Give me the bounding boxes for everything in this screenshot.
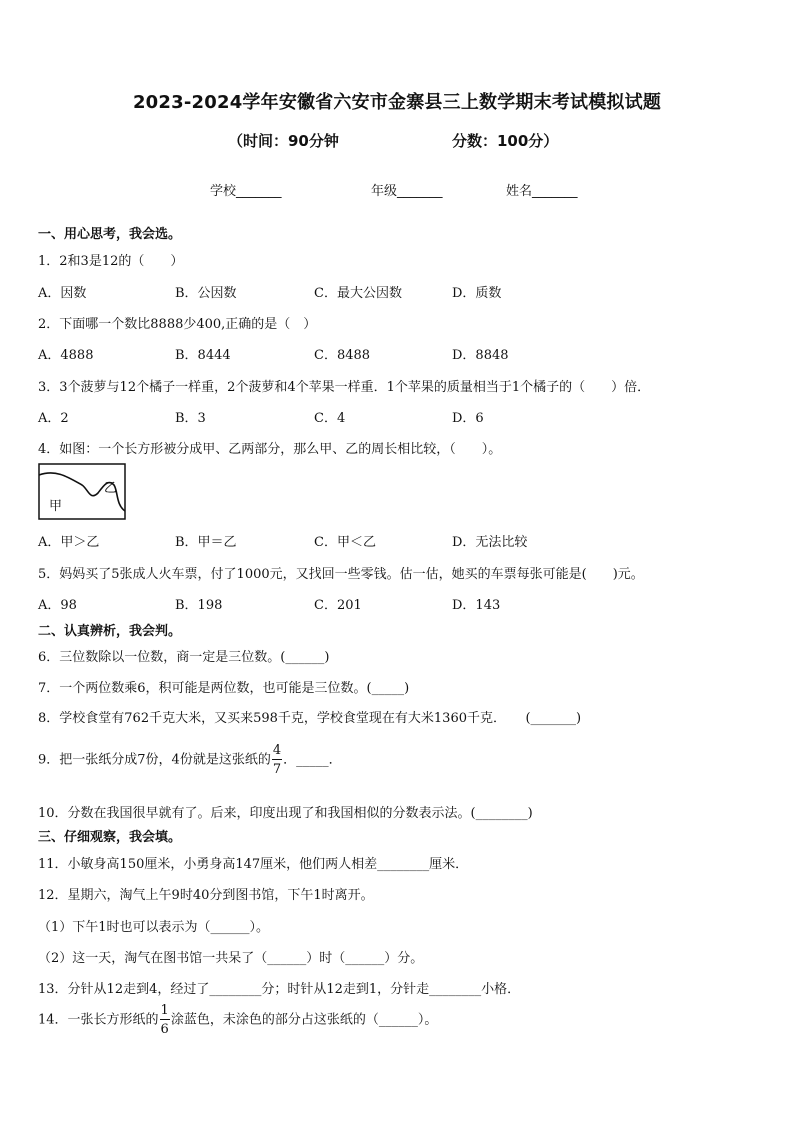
question-9-blank: ．_____． (283, 752, 342, 768)
fraction (160, 1004, 170, 1036)
option-b: B．公因数 (175, 286, 237, 301)
question-2: 2．下面哪一个数比8888少400,正确的是（ ） (38, 317, 317, 332)
question-8: 8．学校食堂有762千克大米，又买来598千克，学校食堂现在有大米1360千克． (_______) (38, 711, 582, 726)
question-14 (38, 1004, 437, 1036)
option-b: B．8444 (175, 348, 231, 363)
option-c: C．4 (314, 411, 346, 426)
option-c: C．甲＜乙 (314, 535, 376, 550)
question-9 (38, 744, 342, 776)
fraction-denominator: 6 (160, 1022, 169, 1037)
question-14-rest: 涂蓝色，未涂色的部分占这张纸的（______）。 (170, 1012, 438, 1028)
option-d: D．无法比较 (452, 535, 528, 550)
question-12-part-2: （2）这一天，淘气在图书馆一共呆了（______）时（______）分。 (38, 951, 424, 966)
fraction-numerator: 1 (160, 1003, 169, 1018)
option-c: C．最大公因数 (314, 286, 402, 301)
page-title: 2023-2024学年安徽省六安市金寨县三上数学期末考试模拟试题 (132, 92, 662, 113)
question-12: 12．星期六，淘气上午9时40分到图书馆，下午1时离开。 (38, 888, 374, 903)
question-7: 7．一个两位数乘6，积可能是两位数，也可能是三位数。(_____) (38, 681, 410, 696)
question-9-text: 9．把一张纸分成7份，4份就是这张纸的 (38, 752, 271, 768)
question-11: 11．小敏身高150厘米，小勇身高147厘米，他们两人相差________厘米． (38, 857, 469, 872)
section-heading-3: 三、仔细观察，我会填。 (38, 830, 182, 845)
exam-time: （时间：90分钟 (228, 132, 339, 150)
option-a: A．98 (38, 598, 77, 613)
question-3: 3．3个菠萝与12个橘子一样重，2个菠萝和4个苹果一样重．1个苹果的质量相当于1个橘子的（ ）倍． (38, 380, 651, 395)
option-b: B．甲＝乙 (175, 535, 237, 550)
option-b: B．198 (175, 598, 223, 613)
question-13: 13．分针从12走到4，经过了________分；时针从12走到1，分针走________小格． (38, 982, 521, 997)
option-a: A．2 (38, 411, 69, 426)
option-c: C．201 (314, 598, 362, 613)
fraction (272, 744, 282, 776)
label-jia: 甲 (49, 499, 63, 514)
question-14-text: 14．一张长方形纸的 (38, 1012, 159, 1028)
option-a: A．甲＞乙 (38, 535, 100, 550)
rectangle-figure (38, 463, 126, 520)
school-field: 学校_______ (210, 184, 282, 199)
option-a: A．因数 (38, 286, 87, 301)
fraction-numerator: 4 (272, 743, 282, 758)
option-d: D．质数 (452, 286, 502, 301)
question-12-part-1: （1）下午1时也可以表示为（______）。 (38, 920, 270, 935)
option-a: A．4888 (38, 348, 94, 363)
option-d: D．6 (452, 411, 484, 426)
question-1: 1．2和3是12的（ ） (38, 254, 184, 269)
grade-field: 年级_______ (371, 184, 443, 199)
option-c: C．8488 (314, 348, 371, 363)
option-b: B．3 (175, 411, 206, 426)
option-d: D．8848 (452, 348, 509, 363)
fraction-denominator: 7 (272, 762, 282, 777)
name-field: 姓名_______ (506, 184, 578, 199)
option-d: D．143 (452, 598, 501, 613)
exam-score: 分数：100分） (452, 132, 559, 150)
label-yi: 乙 (104, 481, 118, 496)
question-10: 10．分数在我国很早就有了。后来，印度出现了和我国相似的分数表示法。(________) (38, 806, 533, 821)
section-heading-2: 二、认真辨析，我会判。 (38, 624, 182, 639)
question-6: 6．三位数除以一位数，商一定是三位数。(______) (38, 650, 330, 665)
section-heading-1: 一、用心思考，我会选。 (38, 227, 182, 242)
question-5: 5．妈妈买了5张成人火车票，付了1000元，又找回一些零钱。估一估，她买的车票每张可能是( )元。 (38, 567, 644, 582)
question-4: 4．如图：一个长方形被分成甲、乙两部分，那么甲、乙的周长相比较，（ ）。 (38, 442, 502, 457)
